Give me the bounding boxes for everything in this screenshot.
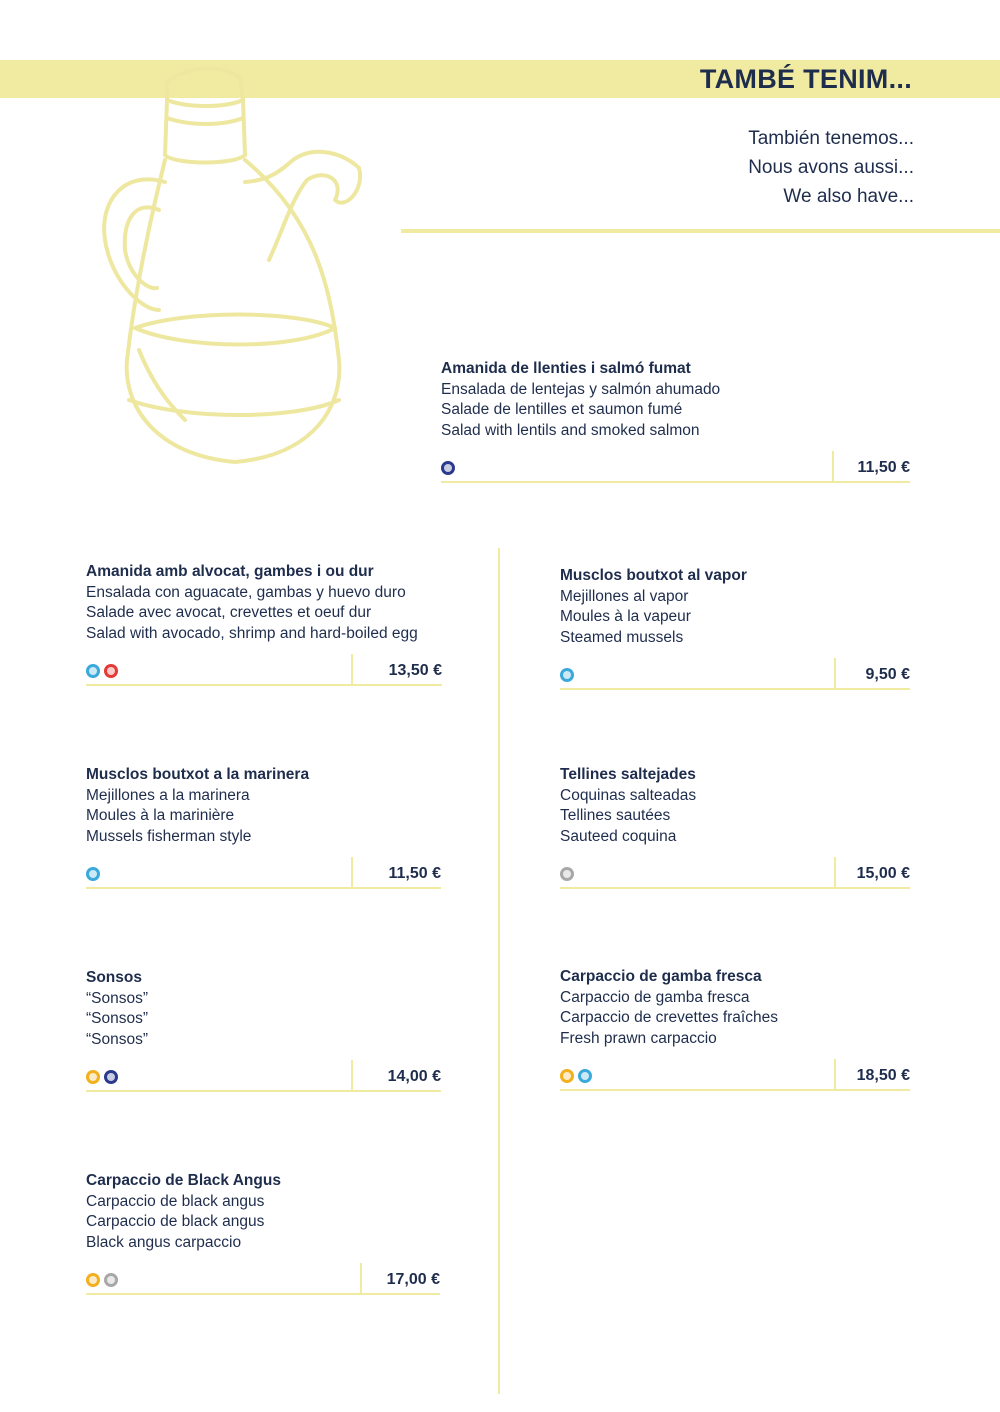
price-separator (360, 1263, 362, 1293)
item-name: Musclos boutxot al vapor (560, 567, 747, 584)
page-title: TAMBÉ TENIM... (699, 64, 912, 94)
price-separator (351, 654, 353, 684)
item-name: Amanida amb alvocat, gambes i ou dur (86, 563, 374, 580)
item-desc-en: Sauteed coquina (560, 827, 677, 845)
item-footer (441, 455, 910, 483)
item-name: Carpaccio de gamba fresca (560, 968, 762, 985)
menu-item (86, 1171, 440, 1295)
item-desc-fr: Carpaccio de crevettes fraîches (560, 1009, 778, 1026)
menu-item (86, 968, 441, 1092)
menu-item (441, 359, 910, 483)
mollusc-icon (560, 668, 574, 682)
item-desc-es: Carpaccio de gamba fresca (560, 988, 750, 1006)
item-desc-en: Steamed mussels (560, 628, 684, 646)
item-desc-es: Mejillones al vapor (560, 587, 689, 605)
item-price: 15,00 € (856, 865, 910, 882)
item-price: 14,00 € (387, 1068, 441, 1085)
item-desc-fr: Moules à la marinière (86, 807, 235, 824)
item-price: 13,50 € (388, 662, 442, 679)
gluten-icon (560, 1069, 574, 1083)
item-price: 17,00 € (386, 1271, 440, 1288)
item-price: 9,50 € (865, 666, 910, 683)
gluten-icon (86, 1070, 100, 1084)
shell-icon (560, 867, 574, 881)
crustacean-icon (104, 664, 118, 678)
gluten-icon (86, 1273, 100, 1287)
item-desc-fr: Salade de lentilles et saumon fumé (441, 401, 683, 418)
item-price: 11,50 € (388, 865, 441, 882)
price-separator (834, 1059, 836, 1089)
oil-cruet-illustration (95, 60, 375, 480)
item-desc-es: Coquinas salteadas (560, 786, 697, 804)
item-price: 18,50 € (856, 1067, 910, 1084)
fish-icon (441, 461, 455, 475)
menu-item (86, 765, 441, 889)
item-desc-es: Ensalada con aguacate, gambas y huevo duro (86, 583, 406, 601)
item-name: Musclos boutxot a la marinera (86, 766, 310, 783)
item-desc-fr: “Sonsos” (86, 1010, 149, 1027)
menu-item (560, 566, 910, 690)
item-name: Carpaccio de Black Angus (86, 1172, 281, 1189)
mollusc-icon (578, 1069, 592, 1083)
subtitle-block (748, 124, 914, 211)
column-divider (498, 548, 500, 1394)
menu-item (560, 967, 910, 1091)
header-rule (401, 229, 1000, 233)
item-desc-es: Mejillones a la marinera (86, 786, 250, 804)
item-name: Amanida de llenties i salmó fumat (441, 360, 691, 377)
item-desc-fr: Moules à la vapeur (560, 608, 691, 625)
item-desc-fr: Salade avec avocat, crevettes et oeuf dur (86, 604, 372, 621)
item-desc-en: Salad with lentils and smoked salmon (441, 421, 700, 439)
item-desc-en: Salad with avocado, shrimp and hard-boiled egg (86, 624, 418, 642)
item-footer (560, 1063, 910, 1091)
item-footer (86, 1267, 440, 1295)
price-separator (834, 658, 836, 688)
item-desc-es: Ensalada de lentejas y salmón ahumado (441, 380, 721, 398)
price-separator (351, 857, 353, 887)
item-footer (86, 1064, 441, 1092)
price-separator (834, 857, 836, 887)
item-desc-en: Mussels fisherman style (86, 827, 252, 845)
item-desc-en: Fresh prawn carpaccio (560, 1029, 717, 1047)
subtitle-fr: Nous avons aussi... (748, 157, 914, 178)
item-name: Tellines saltejades (560, 766, 696, 783)
item-footer (560, 662, 910, 690)
item-desc-en: Black angus carpaccio (86, 1233, 242, 1251)
item-desc-es: “Sonsos” (86, 989, 149, 1007)
dairy-icon (104, 1273, 118, 1287)
item-desc-en: “Sonsos” (86, 1030, 149, 1048)
item-name: Sonsos (86, 969, 142, 986)
item-footer (86, 658, 442, 686)
mollusc-icon (86, 867, 100, 881)
price-separator (351, 1060, 353, 1090)
subtitle-en: We also have... (783, 186, 914, 207)
fish-icon (104, 1070, 118, 1084)
item-price: 11,50 € (857, 459, 910, 476)
menu-item (560, 765, 910, 889)
mollusc-icon (86, 664, 100, 678)
price-separator (832, 451, 834, 481)
item-desc-es: Carpaccio de black angus (86, 1192, 265, 1210)
item-desc-fr: Tellines sautées (560, 807, 671, 824)
subtitle-es: También tenemos... (748, 128, 914, 149)
item-footer (86, 861, 441, 889)
item-footer (560, 861, 910, 889)
item-desc-fr: Carpaccio de black angus (86, 1213, 265, 1230)
menu-item (86, 562, 442, 686)
